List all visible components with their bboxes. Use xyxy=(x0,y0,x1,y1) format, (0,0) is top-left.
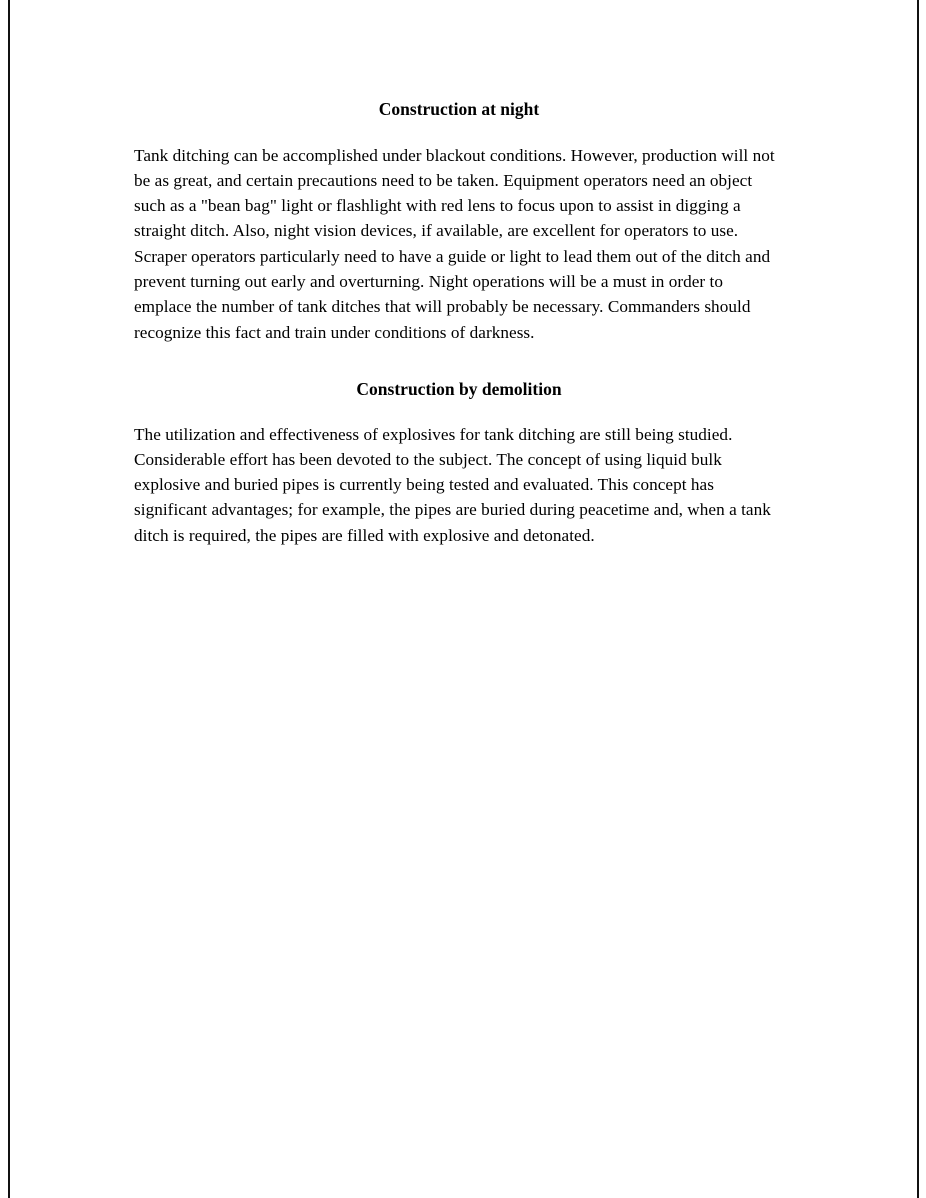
page-right-rule xyxy=(917,0,919,1198)
section-paragraph-construction-at-night: Tank ditching can be accomplished under blackout conditions. However, production will not be as great, and certain precautions need to be taken. Equipment operators need an object such as a "bean bag" light or flashlight with red lens to focus upon to assist in digging a straight ditch. Also, night vision devices, if available, are excellent for operators to use. Scraper operators particularly need to have a guide or light to lead them out of the ditch and prevent turning out early and overturning. Night operations will be a must in order to emplace the number of tank ditches that will probably be necessary. Commanders should recognize this fact and train under conditions of darkness. xyxy=(134,145,775,342)
document-content xyxy=(134,98,784,548)
section-heading-construction-at-night: Construction at night xyxy=(378,99,540,119)
page-left-rule xyxy=(8,0,10,1198)
section-paragraph-construction-by-demolition: The utilization and effectiveness of explosives for tank ditching are still being studied. Considerable effort has been devoted to the subject. The concept of using liquid bulk explosive and buried pipes is currently being tested and evaluated. This concept has significant advantages; for example, the pipes are buried during peacetime and, when a tank ditch is required, the pipes are filled with explosive and detonated. xyxy=(134,424,771,545)
section-heading-construction-by-demolition: Construction by demolition xyxy=(356,378,562,399)
